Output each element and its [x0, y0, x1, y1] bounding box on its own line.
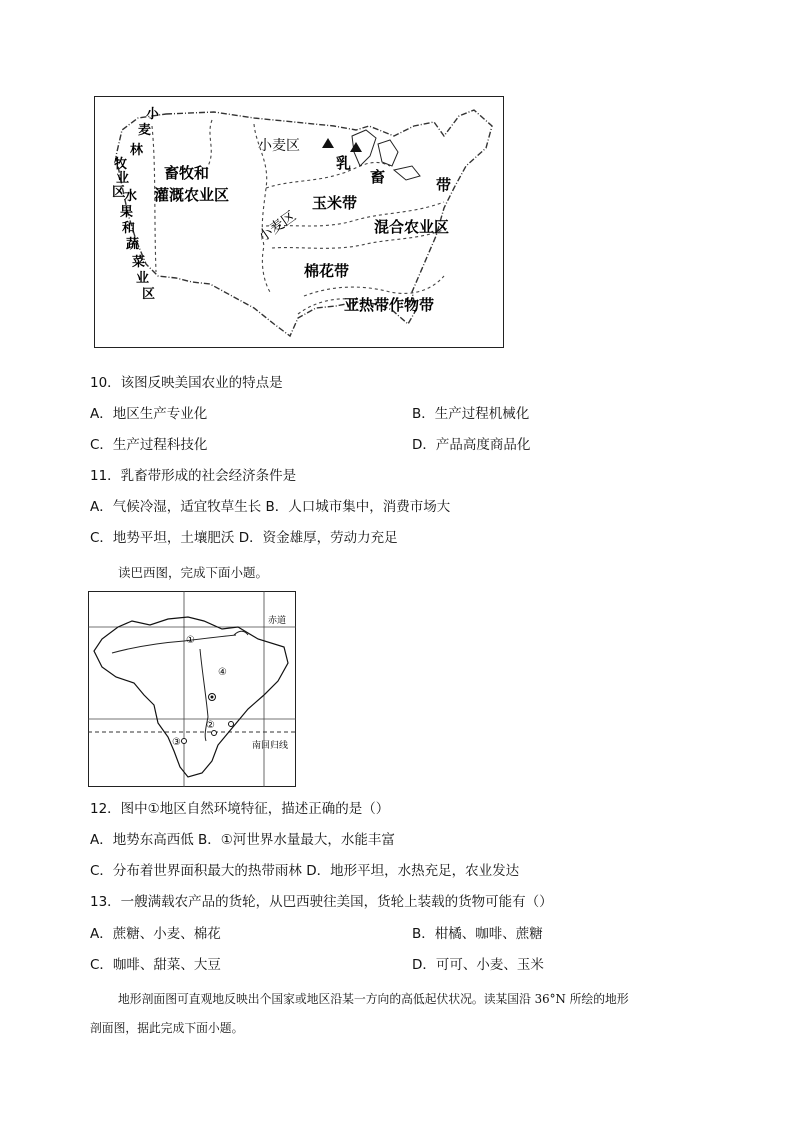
- label-dairy-2: 畜: [370, 168, 386, 186]
- brazil-marker-1: ①: [186, 635, 195, 646]
- brazil-label-tropic: 南回归线: [252, 741, 289, 751]
- profile-intro-line1: 地形剖面图可直观地反映出个国家或地区沿某一方向的高低起伏状况。读某国沿 36°N 所绘的地形: [118, 992, 629, 1006]
- q13-option-c[interactable]: C．咖啡、甜菜、大豆: [90, 957, 221, 973]
- brazil-map: [88, 591, 296, 787]
- label-pacific-2: 林: [130, 143, 144, 158]
- q10-option-b[interactable]: B．生产过程机械化: [412, 406, 530, 422]
- q13-option-b[interactable]: B．柑橘、咖啡、蔗糖: [412, 926, 543, 942]
- label-pacific-7: 果: [120, 205, 134, 220]
- brazil-marker-4: ④: [218, 667, 227, 678]
- q12-options-line2[interactable]: C．分布着世界面积最大的热带雨林 D．地形平坦，水热充足，农业发达: [90, 863, 520, 879]
- label-pacific-0: 小: [146, 107, 160, 122]
- q11-options-line1[interactable]: A．气候冷湿，适宜牧草生长 B．人口城市集中，消费市场大: [90, 499, 451, 515]
- profile-intro-line2: 剖面图，据此完成下面小题。: [90, 1021, 244, 1035]
- q10-option-a[interactable]: A．地区生产专业化: [90, 406, 208, 422]
- q10-stem: 10．该图反映美国农业的特点是: [90, 375, 283, 391]
- usa-agriculture-map: [94, 96, 504, 348]
- q10-option-c[interactable]: C．生产过程科技化: [90, 437, 208, 453]
- label-pacific-4: 业: [116, 171, 130, 186]
- label-grazing-2: 灌溉农业区: [154, 186, 230, 204]
- brazil-marker-2: ②: [206, 720, 215, 731]
- brazil-intro: 读巴西图，完成下面小题。: [118, 565, 269, 580]
- label-corn: 玉米带: [312, 194, 358, 212]
- q12-stem: 12．图中①地区自然环境特征，描述正确的是（）: [90, 801, 390, 817]
- q13-option-d[interactable]: D．可可、小麦、玉米: [412, 957, 544, 973]
- label-wheat-south: 小麦区: [255, 208, 300, 246]
- label-pacific-10: 菜: [132, 255, 146, 270]
- label-pacific-9: 蔬: [126, 237, 140, 252]
- label-dairy-3: 带: [436, 176, 452, 194]
- q12-options-line1[interactable]: A．地势东高西低 B．①河世界水量最大，水能丰富: [90, 832, 395, 848]
- label-pacific-12: 区: [142, 287, 156, 302]
- label-pacific-11: 业: [136, 271, 150, 286]
- q13-option-a[interactable]: A．蔗糖、小麦、棉花: [90, 926, 221, 942]
- label-pacific-1: 麦: [138, 123, 152, 138]
- label-pacific-6: 水: [124, 189, 138, 204]
- brazil-label-equator: 赤道: [268, 616, 287, 626]
- label-pacific-3: 牧: [114, 157, 128, 172]
- label-dairy-1: 乳: [336, 154, 352, 172]
- q13-stem: 13．一艘满载农产品的货轮，从巴西驶往美国，货轮上装载的货物可能有（）: [90, 894, 553, 910]
- label-grazing-1: 畜牧和: [164, 164, 210, 182]
- label-wheat-north: 小麦区: [258, 138, 300, 154]
- label-cotton: 棉花带: [304, 262, 350, 280]
- brazil-marker-3: ③: [172, 737, 181, 748]
- label-subtropical: 亚热带作物带: [344, 296, 435, 314]
- q10-option-d[interactable]: D．产品高度商品化: [412, 437, 531, 453]
- label-pacific-5: 区: [112, 185, 126, 200]
- label-mixed: 混合农业区: [374, 218, 450, 236]
- q11-options-line2[interactable]: C．地势平坦，土壤肥沃 D．资金雄厚，劳动力充足: [90, 530, 398, 546]
- label-pacific-8: 和: [122, 221, 136, 236]
- q11-stem: 11．乳畜带形成的社会经济条件是: [90, 468, 297, 484]
